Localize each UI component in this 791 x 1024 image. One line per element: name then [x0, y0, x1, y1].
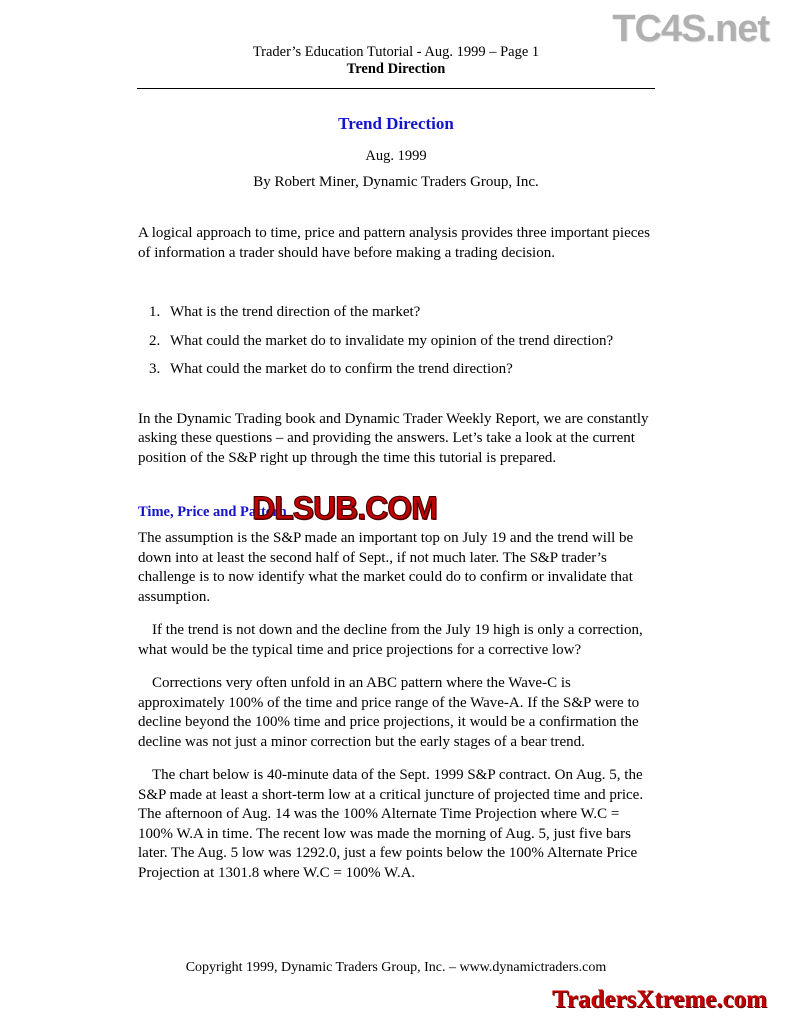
body-paragraph-2: If the trend is not down and the decline from the July 19 high is only a correction, what would be the typical time and price projections for a corrective low?	[138, 622, 643, 658]
spacer-after-list	[138, 390, 656, 410]
questions-list	[138, 303, 656, 380]
header-line-1: Trader’s Education Tutorial - Aug. 1999 – Page 1	[252, 44, 540, 60]
page-footer: Copyright 1999, Dynamic Traders Group, Inc. – www.dynamictraders.com	[185, 960, 607, 975]
intro-paragraph: A logical approach to time, price and pattern analysis provides three important pieces of information a trader should have before making a trading decision.	[138, 225, 650, 261]
list-item: 2. What could the market do to invalidate my opinion of the trend direction?	[164, 332, 656, 352]
body-paragraph-1: The assumption is the S&P made an important top on July 19 and the trend will be down into at least the second half of Sept., if not much later. The S&P trader’s challenge is to now identify what the market could do to confirm or invalidate that assumption.	[138, 530, 634, 605]
watermark-tc4s: TC4S.net	[612, 8, 769, 50]
body-paragraph-3: Corrections very often unfold in an ABC pattern where the Wave-C is approximately 100% of the time and price range of the Wave-A. If the S&P were to decline beyond the 100% time and price projections, it would be a confirmation the decline was not just a minor correction but the early stages of a bear trend.	[138, 675, 640, 750]
watermark-tradersxtreme: TradersXtreme.com	[552, 986, 767, 1013]
watermark-dlsub: DLSUB.COM	[252, 490, 437, 526]
document-author: By Robert Miner, Dynamic Traders Group, Inc.	[253, 174, 539, 190]
header-divider	[137, 88, 655, 89]
document-date: Aug. 1999	[365, 148, 427, 164]
list-item: 3. What could the market do to confirm the trend direction?	[164, 360, 656, 380]
spacer-before-list	[138, 279, 656, 293]
page-header	[137, 44, 655, 78]
document-body	[138, 224, 656, 899]
page-title: Trend Direction	[338, 114, 454, 133]
header-line-2: Trend Direction	[346, 61, 446, 77]
body-paragraph-4: The chart below is 40-minute data of the Sept. 1999 S&P contract. On Aug. 5, the S&P made at least a short-term low at a critical juncture of projected time and price. The afternoon of Aug. 14 was the 100% Alternate Time Projection where W.C = 100% W.A in time. The recent low was made the morning of Aug. 5, just five bars later. The Aug. 5 low was 1292.0, just a few points below the 100% Alternate Price Projection at 1301.8 where W.C = 100% W.A.	[138, 767, 644, 881]
list-item: 1. What is the trend direction of the market?	[164, 303, 656, 323]
section-heading-time-price-pattern: Time, Price and Pattern	[138, 504, 287, 520]
after-list-paragraph: In the Dynamic Trading book and Dynamic Trader Weekly Report, we are constantly asking these questions – and providing the answers. Let’s take a look at the current position of the S&P right up through the time this tutorial is prepared.	[138, 410, 649, 466]
